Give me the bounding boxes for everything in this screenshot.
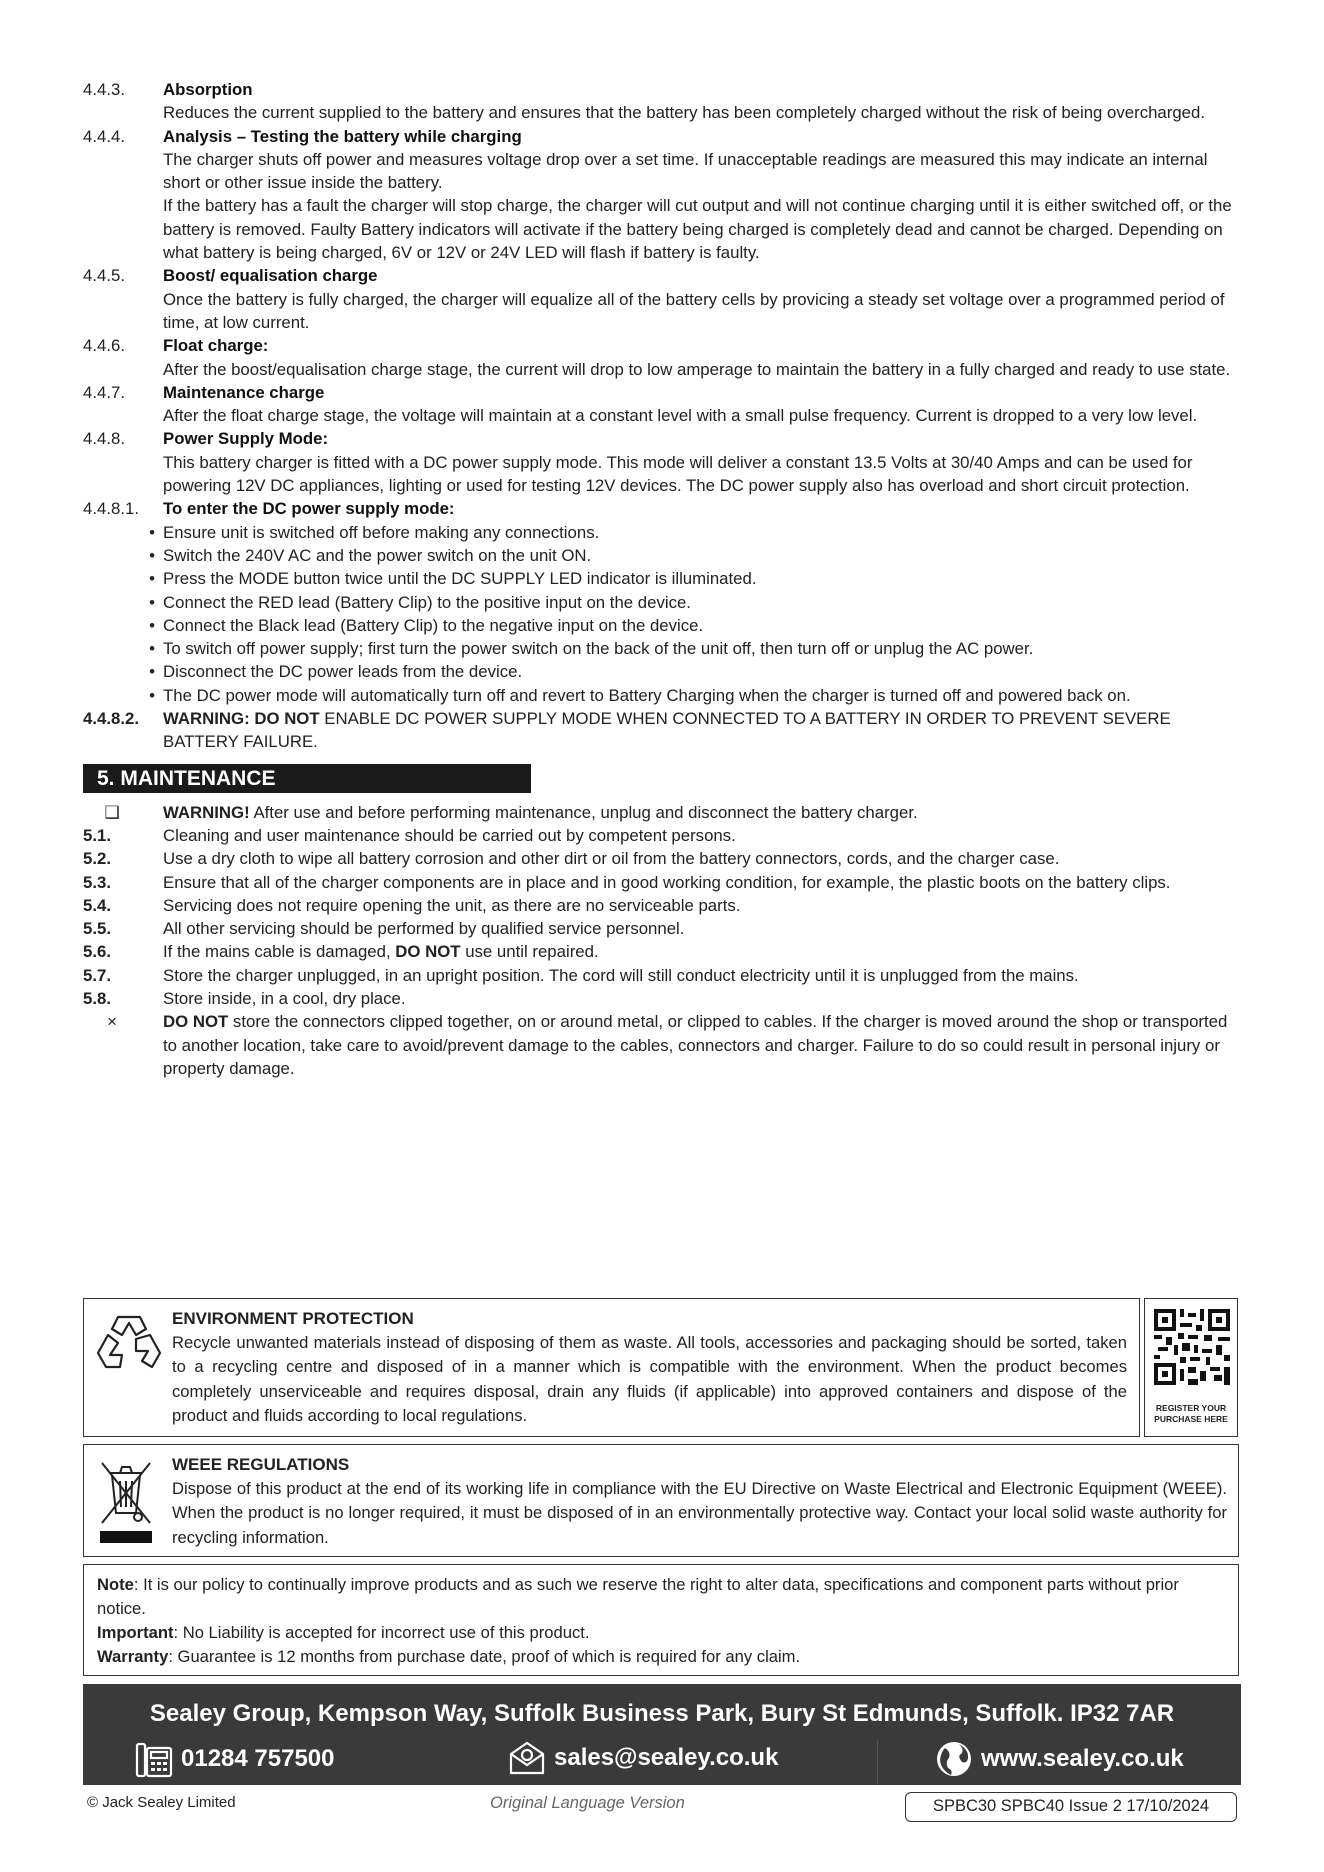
maintenance-caution: × DO NOT store the connectors clipped together, on or around metal, or clipped to cables. If the charger is moved around the shop or transported to another location, take care to avoid/prevent damage to the cables, connectors and charger. Failure to do so could result in personal injury or property damage. xyxy=(83,1010,1243,1080)
section-number: 4.4.4. xyxy=(83,126,125,146)
section-title: Power Supply Mode: xyxy=(163,429,329,449)
email-icon xyxy=(508,1740,546,1776)
section-4-4-8 xyxy=(83,427,1243,497)
section-text: After the boost/equalisation charge stage, the current will drop to low amperage to maintain the battery in a fully charged and ready to use state. xyxy=(163,359,1231,379)
section-4-4-7 xyxy=(83,381,1243,428)
company-address: Sealey Group, Kempson Way, Suffolk Business Park, Bury St Edmunds, Suffolk. IP32 7AR xyxy=(149,1700,1175,1727)
language-version: Original Language Version xyxy=(490,1794,685,1812)
important-line: Important: No Liability is accepted for incorrect use of this product. xyxy=(97,1623,590,1642)
copyright: © Jack Sealey Limited xyxy=(87,1794,236,1811)
crossed-bin-icon xyxy=(98,1457,154,1543)
phone-contact[interactable] xyxy=(135,1740,335,1778)
qr-label-line-1: REGISTER YOUR xyxy=(1155,1403,1227,1413)
list-item: • Ensure unit is switched off before making any connections. xyxy=(149,522,600,542)
list-item: • The DC power mode will automatically turn off and revert to Battery Charging when the charger is turned off and powered back on. xyxy=(149,685,1131,705)
section-4-4-8-1 xyxy=(83,497,1243,520)
list-item: • Connect the Black lead (Battery Clip) to the negative input on the device. xyxy=(149,615,704,635)
cross-icon: × xyxy=(107,1012,117,1032)
list-item: • Connect the RED lead (Battery Clip) to the positive input on the device. xyxy=(149,592,691,612)
phone-number[interactable]: 01284 757500 xyxy=(181,1745,335,1772)
weee-regulations-box xyxy=(83,1444,1239,1557)
section-4-4-4 xyxy=(83,125,1243,265)
section-number: 4.4.6. xyxy=(83,336,125,356)
warning-text: ENABLE DC POWER SUPPLY MODE WHEN CONNECTED TO A BATTERY IN ORDER TO PREVENT SEVERE BATTERY FAILURE. xyxy=(163,709,1171,752)
list-item: • Press the MODE button twice until the DC SUPPLY LED indicator is illuminated. xyxy=(149,569,757,589)
phone-icon xyxy=(135,1740,173,1778)
section-text: This battery charger is fitted with a DC power supply mode. This mode will deliver a constant 13.5 Volts at 30/40 Amps and can be used for powering 12V DC appliances, lighting or used for testing 12V devices. The DC power supply also has overload and short circuit protection. xyxy=(163,452,1193,496)
list-item: • Disconnect the DC power leads from the device. xyxy=(149,662,523,682)
globe-icon xyxy=(935,1740,973,1778)
section-number: 4.4.8. xyxy=(83,429,125,449)
environment-title: ENVIRONMENT PROTECTION xyxy=(172,1309,414,1328)
website-link[interactable]: www.sealey.co.uk xyxy=(981,1745,1184,1772)
environment-text: Recycle unwanted materials instead of disposing of them as waste. All tools, accessories and packaging should be sorted, taken to a recycling centre and disposed of in a manner which is compatible with the environment. When the product becomes completely unserviceable and requires disposal, drain any fluids (if applicable) into approved containers and dispose of the product and fluids according to local regulations. xyxy=(172,1333,1127,1426)
warning-label: WARNING: DO NOT xyxy=(163,709,320,729)
section-title: Boost/ equalisation charge xyxy=(163,266,378,286)
maintenance-item: 5.4. Servicing does not require opening the unit, as there are no serviceable parts. xyxy=(83,895,741,915)
section-text: Reduces the current supplied to the battery and ensures that the battery has been completely charged without the risk of being overcharged. xyxy=(163,103,1206,123)
maintenance-warning: ❑ WARNING! After use and before performing maintenance, unplug and disconnect the battery charger. xyxy=(83,801,1243,824)
maintenance-item: 5.6. If the mains cable is damaged, DO NOT use until repaired. xyxy=(83,942,599,962)
maintenance-item: 5.7. Store the charger unplugged, in an upright position. The cord will still conduct electricity until it is unplugged from the mains. xyxy=(83,965,1079,985)
qr-label-line-2: PURCHASE HERE xyxy=(1154,1414,1228,1424)
environment-protection-box xyxy=(83,1298,1140,1437)
recycle-icon xyxy=(96,1313,162,1375)
email-contact[interactable] xyxy=(508,1740,778,1776)
section-title: Absorption xyxy=(163,80,253,99)
warranty-line: Warranty: Guarantee is 12 months from purchase date, proof of which is required for any claim. xyxy=(97,1647,801,1666)
email-address[interactable]: sales@sealey.co.uk xyxy=(554,1744,779,1771)
weee-title: WEEE REGULATIONS xyxy=(172,1455,350,1474)
weee-text: Dispose of this product at the end of its working life in compliance with the EU Directive on Waste Electrical and Electronic Equipment (WEEE). When the product is no longer required, it must be disposed of in an environmentally protective way. Contact your local solid waste authority for recycling information. xyxy=(172,1479,1227,1547)
section-number: 4.4.7. xyxy=(83,382,125,402)
section-4-4-3 xyxy=(83,78,1243,125)
section-4-4-5 xyxy=(83,264,1243,334)
section-number: 4.4.8.2. xyxy=(83,709,139,729)
section-number: 4.4.3. xyxy=(83,80,125,99)
notes-box xyxy=(83,1564,1239,1676)
maintenance-item: 5.3. Ensure that all of the charger components are in place and in good working condition, for example, the plastic boots on the battery clips. xyxy=(83,872,1171,892)
instructions-content xyxy=(83,78,1243,1080)
list-item: • Switch the 240V AC and the power switch on the unit ON. xyxy=(149,545,592,565)
checkbox-icon: ❑ xyxy=(104,802,120,822)
qr-register-box[interactable] xyxy=(1144,1298,1238,1437)
section-number: 4.4.5. xyxy=(83,266,125,286)
list-item: • To switch off power supply; first turn the power switch on the back of the unit off, then turn off or unplug the AC power. xyxy=(149,639,1034,659)
section-title: Analysis – Testing the battery while charging xyxy=(163,126,522,146)
maintenance-heading: 5. MAINTENANCE xyxy=(83,764,531,793)
issue-number: SPBC30 SPBC40 Issue 2 17/10/2024 xyxy=(905,1792,1237,1822)
maintenance-item: 5.8. Store inside, in a cool, dry place. xyxy=(83,988,406,1008)
section-title: Float charge: xyxy=(163,336,269,356)
section-4-4-6 xyxy=(83,334,1243,381)
maintenance-item: 5.5. All other servicing should be performed by qualified service personnel. xyxy=(83,919,685,939)
maintenance-item: 5.2. Use a dry cloth to wipe all battery corrosion and other dirt or oil from the battery connectors, cords, and the charger case. xyxy=(83,849,1060,869)
section-text: The charger shuts off power and measures voltage drop over a set time. If unacceptable readings are measured this may indicate an internal short or other issue inside the battery. xyxy=(163,149,1208,193)
maintenance-item: 5.1. Cleaning and user maintenance should be carried out by competent persons. xyxy=(83,825,736,845)
qr-code-icon[interactable] xyxy=(1154,1309,1230,1385)
company-footer xyxy=(83,1684,1241,1785)
section-text: After the float charge stage, the voltage will maintain at a constant level with a small pulse frequency. Current is dropped to a very low level. xyxy=(163,406,1198,426)
web-contact[interactable] xyxy=(935,1740,1184,1778)
dc-mode-bullets xyxy=(83,521,1243,707)
note-line: Note: It is our policy to continually improve products and as such we reserve the right to alter data, specifications and component parts without prior notice. xyxy=(97,1575,1179,1618)
section-title: Maintenance charge xyxy=(163,382,325,402)
section-title: To enter the DC power supply mode: xyxy=(163,499,455,519)
section-text-2: If the battery has a fault the charger will stop charge, the charger will cut output and will not continue charging until it is either switched off, or the battery is removed. Faulty Battery indicators will activate if the battery being charged is completely dead and cannot be charged. Depending on what battery is being charged, 6V or 12V or 24V LED will flash if battery is faulty. xyxy=(163,196,1232,263)
section-4-4-8-2-warning xyxy=(83,707,1243,754)
section-text: Once the battery is fully charged, the charger will equalize all of the battery cells by provicing a steady set voltage over a programmed period of time, at low current. xyxy=(163,289,1225,332)
section-number: 4.4.8.1. xyxy=(83,499,139,519)
